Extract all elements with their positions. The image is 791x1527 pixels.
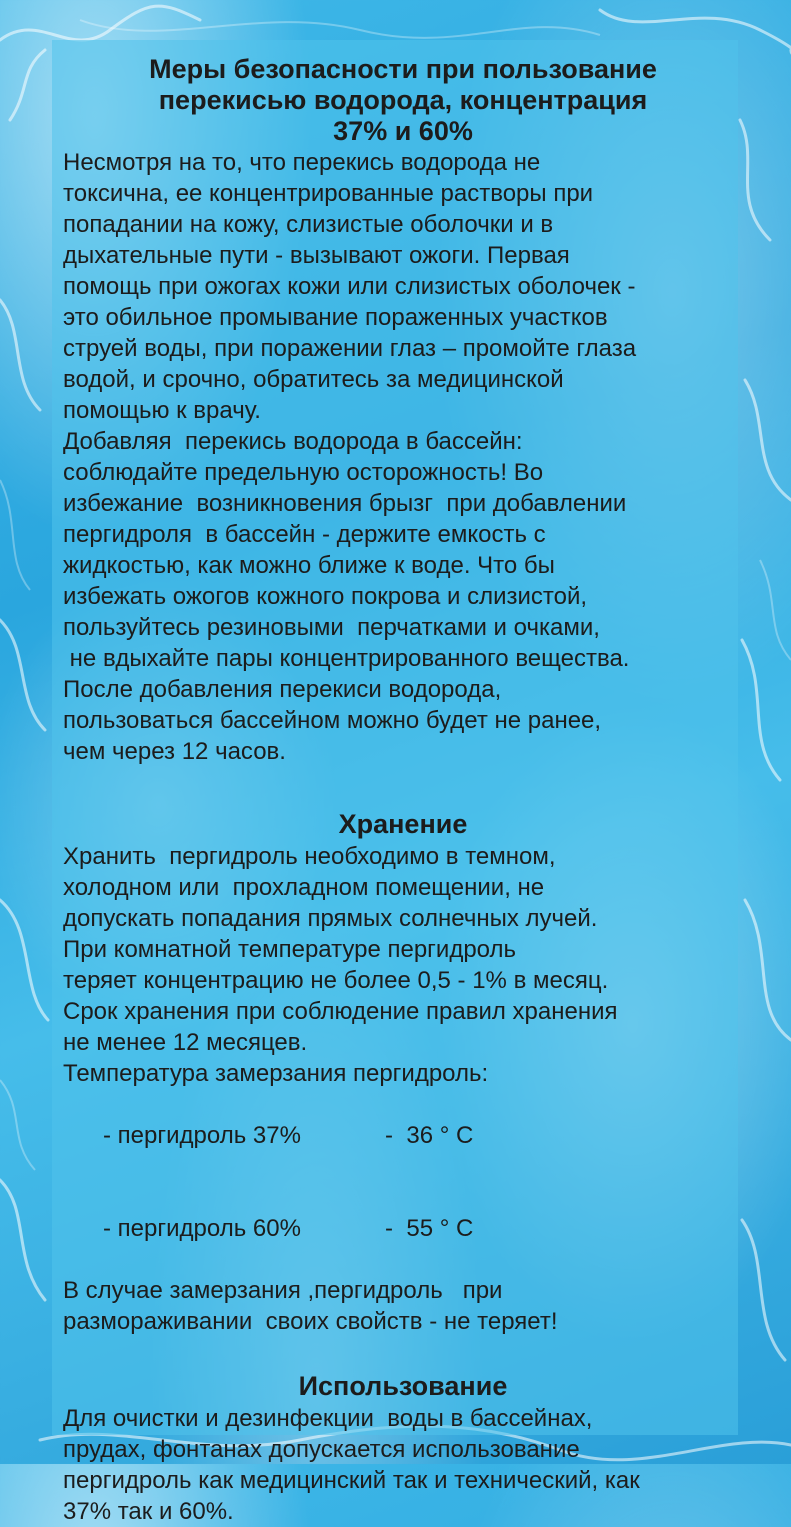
freezing-point-value: - 55 ° C [385, 1215, 474, 1242]
storage-line: В случае замерзания ,пергидроль при [63, 1277, 503, 1304]
storage-line: теряет концентрацию не более 0,5 - 1% в месяц. [63, 967, 609, 994]
usage-line: 37% так и 60%. [63, 1498, 234, 1525]
safety-section [63, 147, 743, 767]
freezing-point-name: - пергидроль 37% [103, 1122, 301, 1149]
safety-line: чем через 12 часов. [63, 738, 286, 765]
usage-line: пергидроль как медицинский так и технический, как [63, 1467, 640, 1494]
storage-line: Температура замерзания пергидроль: [63, 1060, 489, 1087]
storage-line: При комнатной температуре пергидроль [63, 936, 516, 963]
storage-line: размораживании своих свойств - не теряет! [63, 1308, 558, 1335]
safety-line: это обильное промывание пораженных участков [63, 304, 608, 331]
storage-line: Срок хранения при соблюдение правил хранения [63, 998, 618, 1025]
safety-line: токсична, ее концентрированные растворы при [63, 180, 594, 207]
safety-line: пользуйтесь резиновыми перчатками и очками, [63, 614, 600, 641]
storage-line: не менее 12 месяцев. [63, 1029, 308, 1056]
freezing-point-row [63, 1089, 743, 1182]
safety-line: Несмотря на то, что перекись водорода не [63, 149, 541, 176]
title-line: 37% и 60% [333, 116, 473, 146]
storage-line: Хранить пергидроль необходимо в темном, [63, 843, 556, 870]
title-line: перекисью водорода, концентрация [158, 85, 648, 115]
usage-line: Для очистки и дезинфекции воды в бассейнах, [63, 1405, 593, 1432]
safety-line: После добавления перекиси водорода, [63, 676, 502, 703]
safety-line: пергидроля в бассейн - держите емкость с [63, 521, 546, 548]
safety-line: помощь при ожогах кожи или слизистых оболочек - [63, 273, 636, 300]
safety-line: попадании на кожу, слизистые оболочки и в [63, 211, 554, 238]
safety-line: дыхательные пути - вызывают ожоги. Первая [63, 242, 570, 269]
safety-line: струей воды, при поражении глаз – промойте глаза [63, 335, 637, 362]
safety-line: водой, и срочно, обратитесь за медицинской [63, 366, 564, 393]
page-title [63, 54, 743, 147]
storage-line: допускать попадания прямых солнечных лучей. [63, 905, 598, 932]
usage-heading: Использование [298, 1371, 508, 1401]
storage-line: холодном или прохладном помещении, не [63, 874, 545, 901]
safety-line: пользоваться бассейном можно будет не ранее, [63, 707, 602, 734]
safety-line: избежание возникновения брызг при добавлении [63, 490, 627, 517]
document-content [63, 54, 743, 1527]
safety-line: избежать ожогов кожного покрова и слизистой, [63, 583, 588, 610]
title-line: Меры безопасности при пользование [149, 54, 657, 84]
safety-line: помощью к врачу. [63, 397, 261, 424]
usage-section [63, 1369, 743, 1527]
safety-line: не вдыхайте пары концентрированного вещества. [63, 645, 630, 672]
storage-section [63, 807, 743, 1337]
freezing-point-row [63, 1182, 743, 1275]
safety-line: Добавляя перекись водорода в бассейн: [63, 428, 523, 455]
safety-line: соблюдайте предельную осторожность! Во [63, 459, 544, 486]
safety-line: жидкостью, как можно ближе к воде. Что бы [63, 552, 555, 579]
freezing-point-name: - пергидроль 60% [103, 1215, 301, 1242]
storage-heading: Хранение [338, 809, 468, 839]
freezing-point-value: - 36 ° C [385, 1122, 474, 1149]
usage-line: прудах, фонтанах допускается использование [63, 1436, 580, 1463]
